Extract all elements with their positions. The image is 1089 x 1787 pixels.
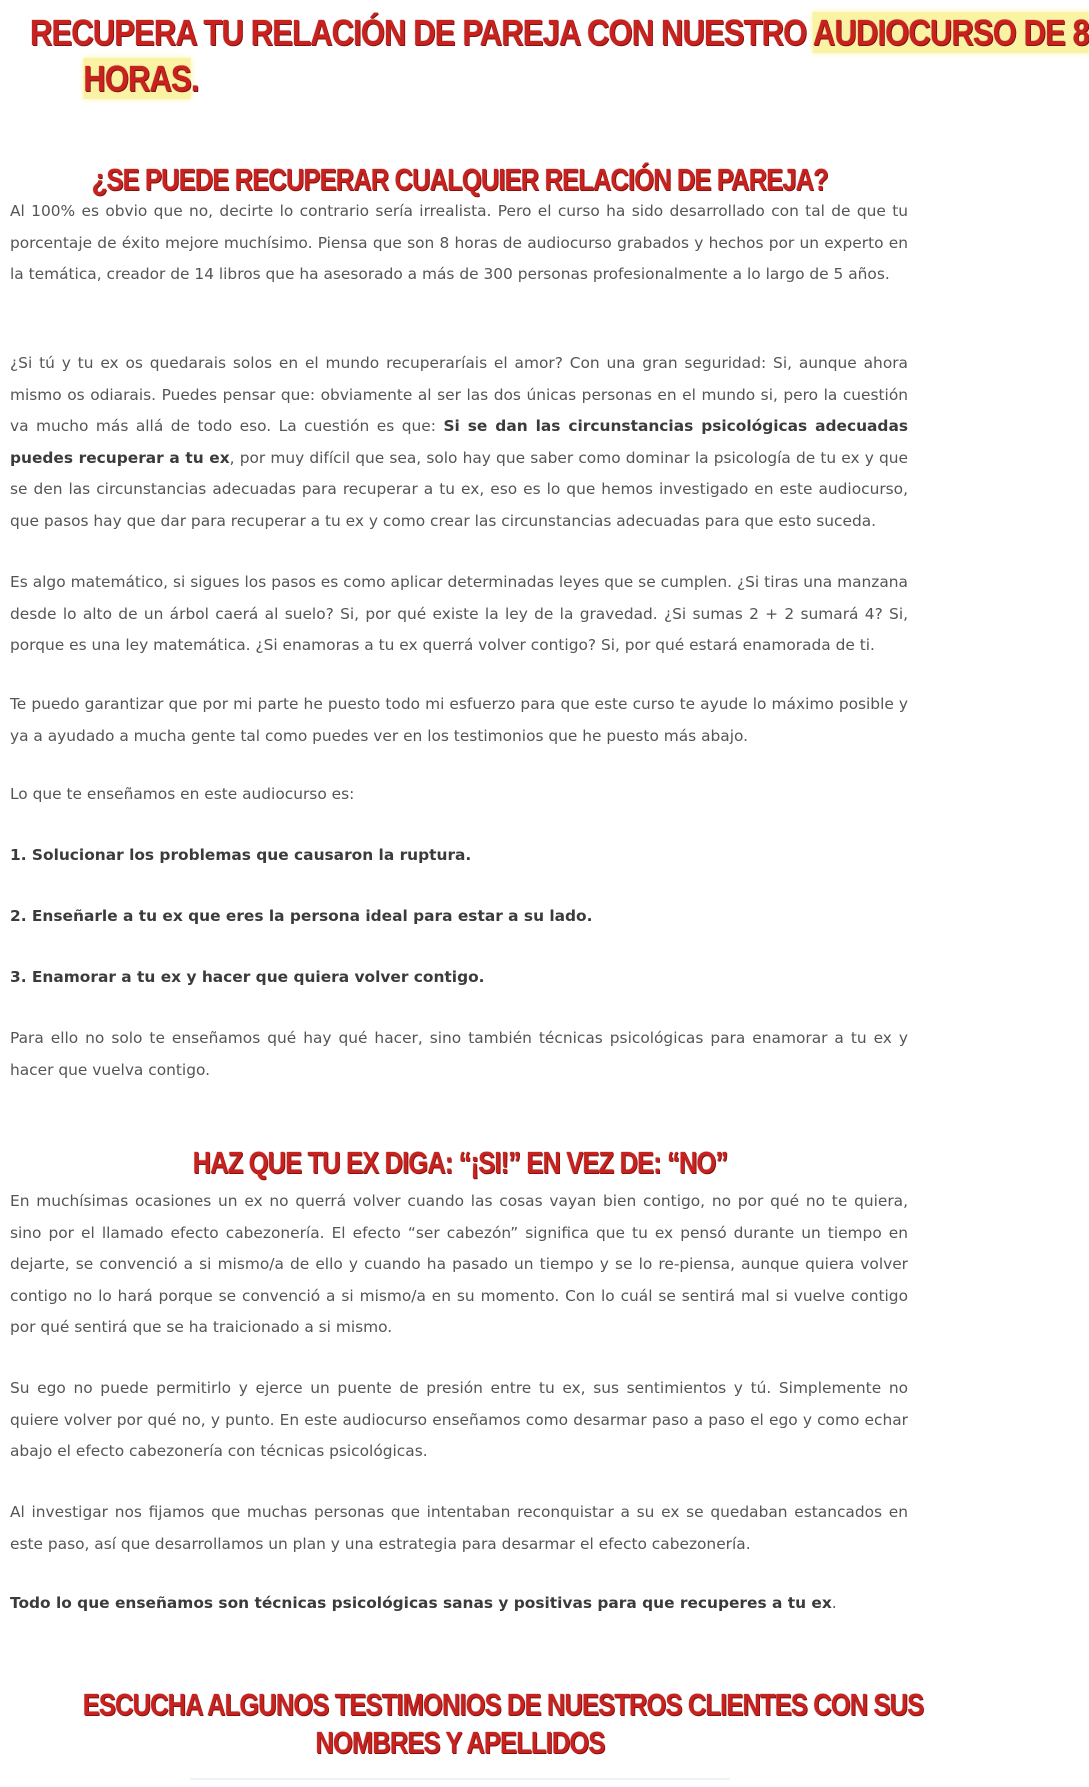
main-headline <box>30 10 1089 102</box>
paragraph-circumstances: ¿Si tú y tu ex os quedarais solos en el mundo recuperaríais el amor? Con una gran seguridad: Si, aunque ahora mismo os odiarais. Puedes pensar que: obviamente al ser las dos únicas personas en el mundo si, pero la cuestión va mucho más allá de todo eso. La cuestión es que: Si se dan las circunstancias psicológicas adecuadas puedes recuperar a tu ex, por muy difícil que sea, solo hay que saber como dominar la psicología de tu ex y que se den las circunstancias adecuadas para recuperar a tu ex, eso es lo que hemos investigado en este audiocurso, que pasos hay que dar para recuperar a tu ex y como crear las circunstancias adecuadas para que esto suceda. <box>10 354 908 530</box>
paragraph-intro: Al 100% es obvio que no, decirte lo contrario sería irrealista. Pero el curso ha sido desarrollado con tal de que tu porcentaje de éxito mejore muchísimo. Piensa que son 8 horas de audiocurso grabados y hechos por un experto en la temática, creador de 14 libros que ha asesorado a más de 300 personas profesionalmente a lo largo de 5 años. <box>10 202 908 283</box>
paragraph-ego: Su ego no puede permitirlo y ejerce un puente de presión entre tu ex, sus sentimientos y tú. Simplemente no quiere volver por qué no, y punto. En este audiocurso enseñamos como desarmar paso a paso el ego y como echar abajo el efecto cabezonería con técnicas psicológicas. <box>10 1379 908 1460</box>
section-heading-recover: ¿SE PUEDE RECUPERAR CUALQUIER RELACIÓN DE PAREJA? <box>91 161 829 197</box>
section-heading-testimonials: ESCUCHA ALGUNOS TESTIMONIOS DE NUESTROS CLIENTES CON SUS NOMBRES Y APELLIDOS <box>82 1686 924 1760</box>
list-item: 1. Solucionar los problemas que causaron la ruptura. <box>10 846 472 864</box>
paragraph-healthy-techniques: Todo lo que enseñamos son técnicas psicológicas sanas y positivas para que recuperes a tu ex. <box>10 1594 837 1612</box>
paragraph-research: Al investigar nos fijamos que muchas personas que intentaban reconquistar a su ex se quedaban estancados en este paso, así que desarrollamos un plan y una estrategia para desarmar el efecto cabezonería. <box>10 1503 908 1553</box>
paragraph-guarantee: Te puedo garantizar que por mi parte he puesto todo mi esfuerzo para que este curso te ayude lo máximo posible y ya a ayudado a mucha gente tal como puedes ver en los testimonios que he puesto más abajo. <box>10 695 908 745</box>
headline-highlight-continued: HORAS <box>83 58 191 99</box>
headline-period: . <box>190 58 199 99</box>
list-item: 2. Enseñarle a tu ex que eres la persona ideal para estar a su lado. <box>10 907 593 925</box>
list-item: 3. Enamorar a tu ex y hacer que quiera volver contigo. <box>10 968 485 986</box>
section-heading-say-yes: HAZ QUE TU EX DIGA: “¡SI!” EN VEZ DE: “NO” <box>192 1144 728 1180</box>
paragraph-what-we-teach: Lo que te enseñamos en este audiocurso es: <box>10 785 355 803</box>
media-placeholder-edge <box>190 1778 730 1780</box>
paragraph-stubbornness: En muchísimas ocasiones un ex no querrá volver cuando las cosas vayan bien contigo, no por qué no te quiera, sino por el llamado efecto cabezonería. El efecto “ser cabezón” significa que tu ex pensó durante un tiempo en dejarte, se convenció a si mismo/a de ello y cuando ha pasado un tiempo y se lo re-piensa, aunque quiera volver contigo no lo hará porque se convenció a si mismo/a en su momento. Con lo cuál se sentirá mal si vuelve contigo por qué sentirá que se ha traicionado a si mismo. <box>10 1192 908 1336</box>
paragraph-techniques: Para ello no solo te enseñamos qué hay qué hacer, sino también técnicas psicológicas para enamorar a tu ex y hacer que vuelva contigo. <box>10 1029 908 1079</box>
key-statement: Si se dan las circunstancias psicológicas adecuadas puedes recuperar a tu ex <box>10 417 908 467</box>
headline-highlight: AUDIOCURSO DE 8 <box>812 12 1089 53</box>
paragraph-mathematical: Es algo matemático, si sigues los pasos es como aplicar determinadas leyes que se cumplen. ¿Si tiras una manzana desde lo alto de un árbol caerá al suelo? Si, por qué existe la ley de la gravedad. ¿Si sumas 2 + 2 sumará 4? Si, porque es una ley matemática. ¿Si enamoras a tu ex querrá volver contigo? Si, por qué estará enamorada de ti. <box>10 573 908 654</box>
headline-text: RECUPERA TU RELACIÓN DE PAREJA CON NUESTRO <box>30 12 813 53</box>
